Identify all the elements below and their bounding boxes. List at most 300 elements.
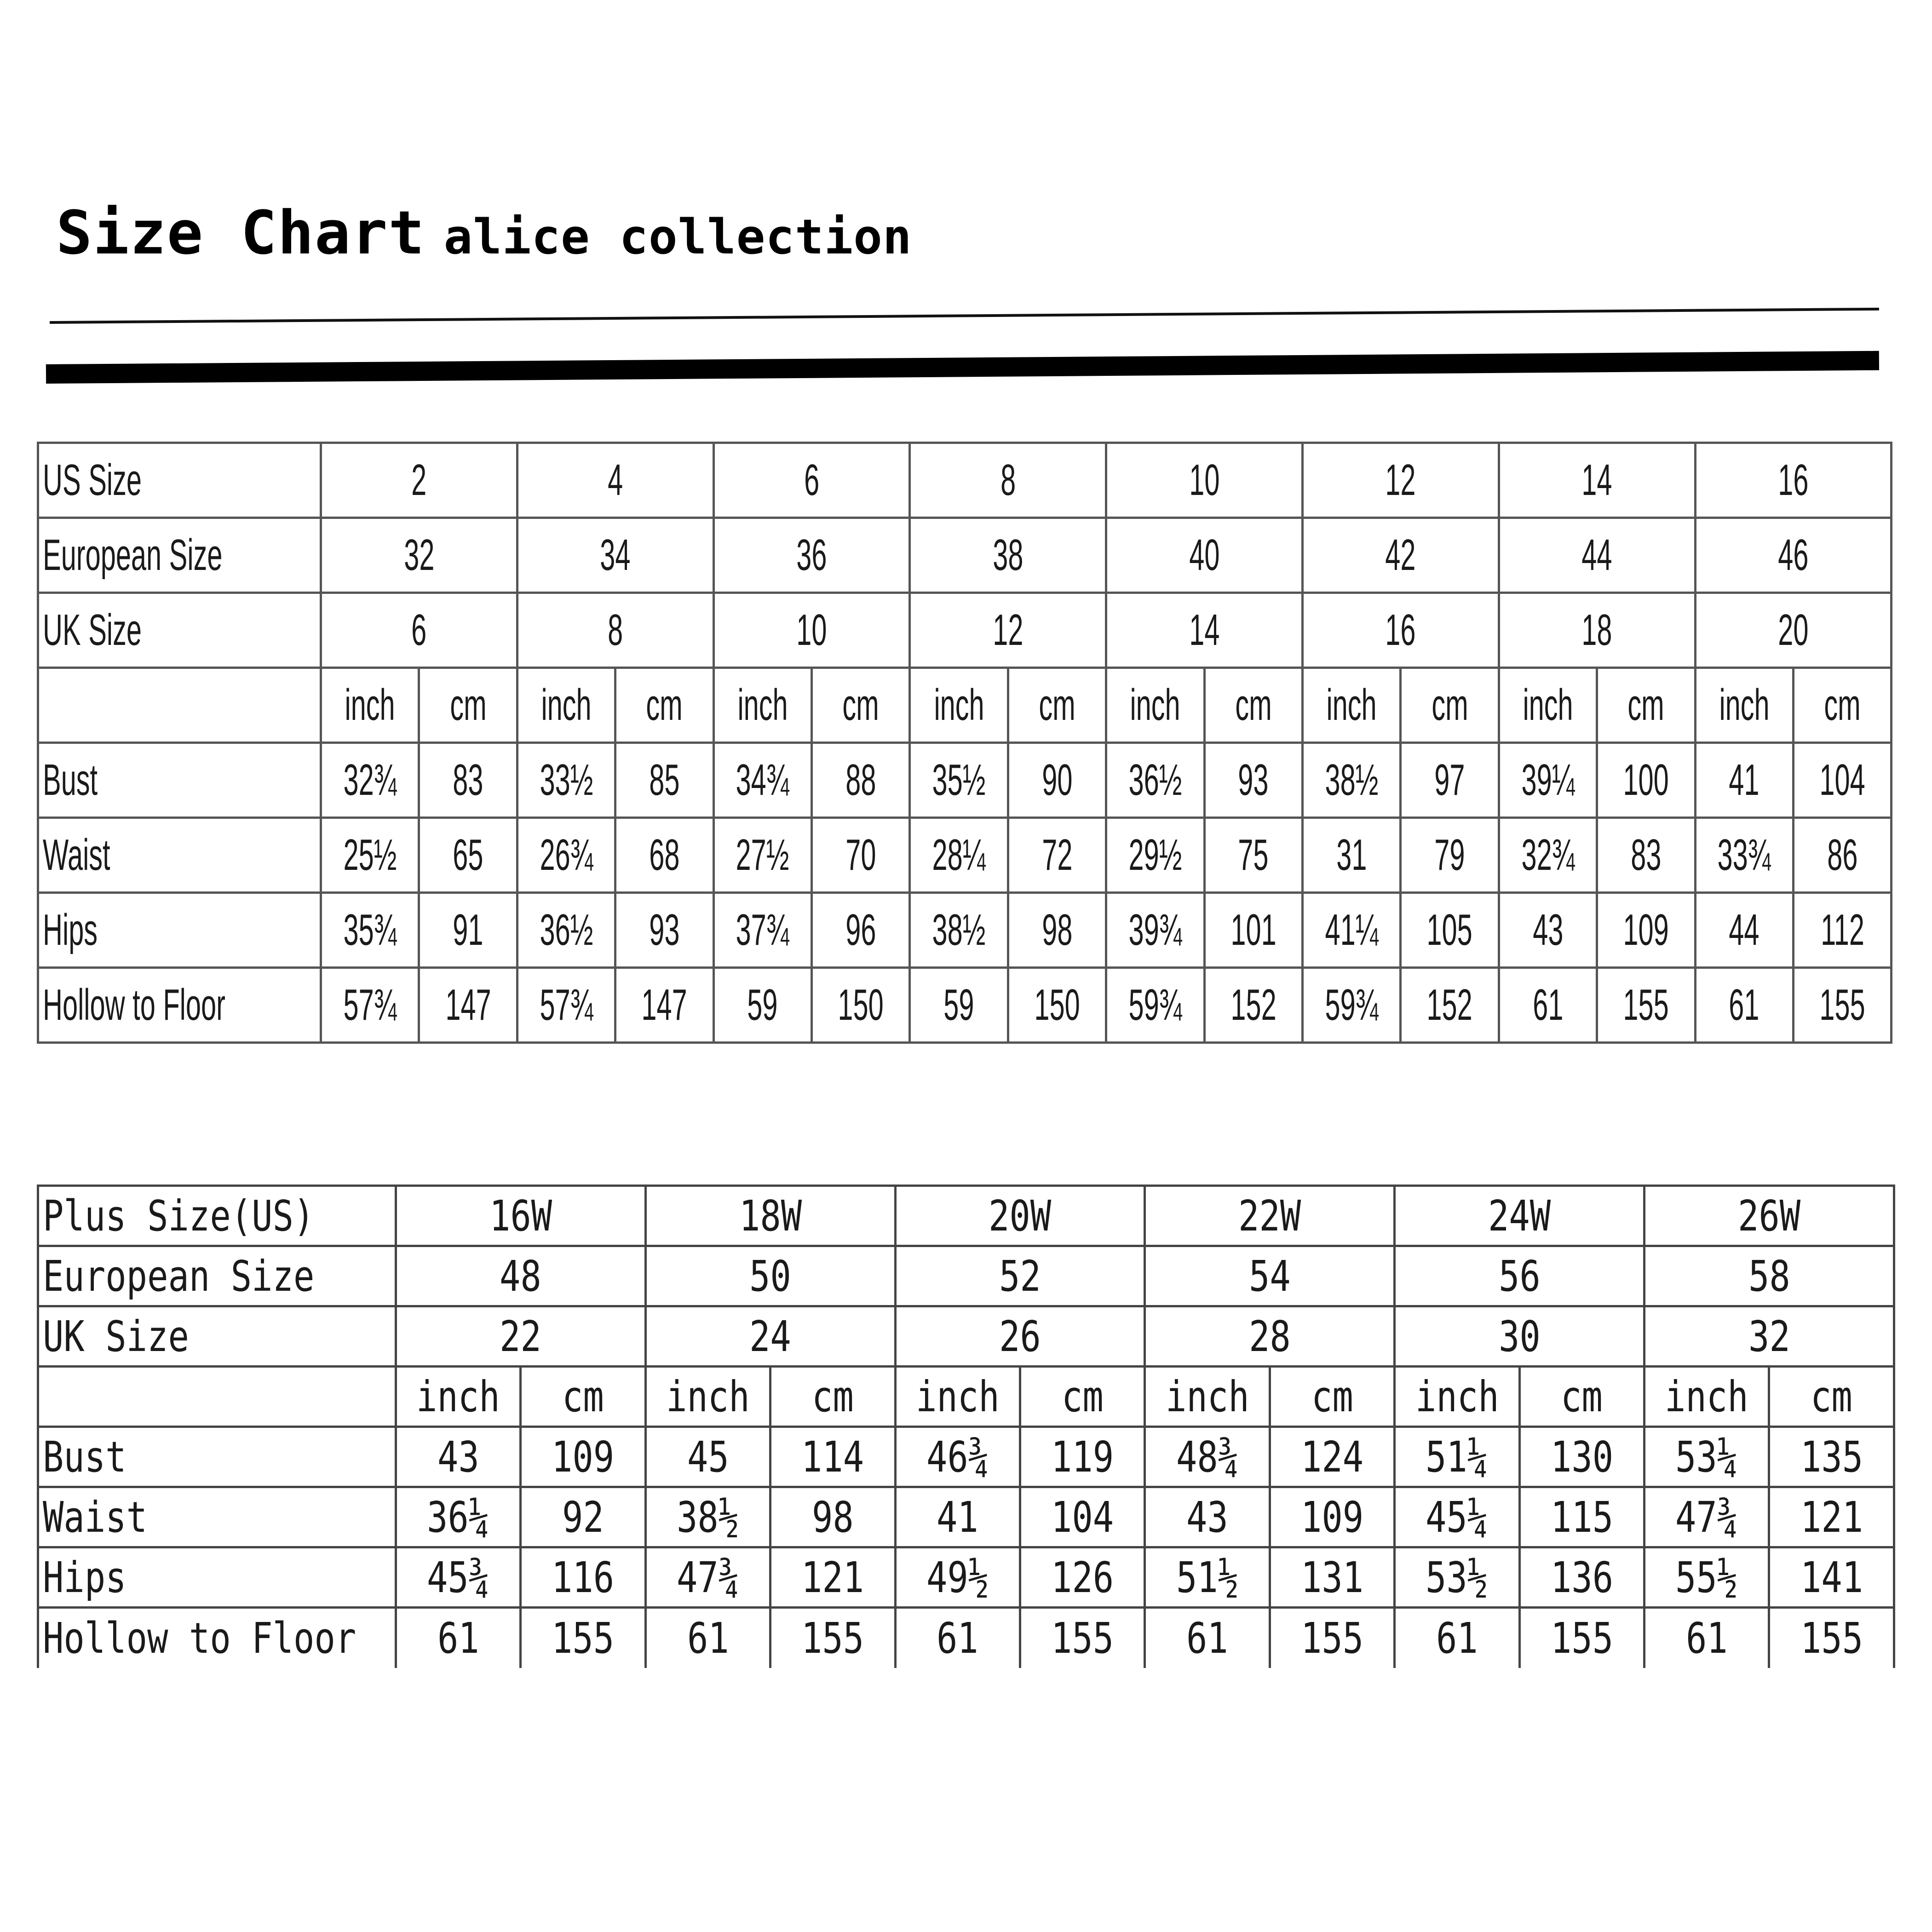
size-value-cell-text: 48 (500, 1251, 542, 1301)
measurement-cell (1145, 1608, 1270, 1668)
measurement-cell-text: 37¾ (736, 905, 789, 954)
measurement-row (38, 1487, 1894, 1547)
size-value-cell (517, 443, 713, 518)
measurement-cell-text: 31 (1336, 830, 1367, 880)
measurement-cell-text: 75 (1238, 830, 1269, 880)
measurement-cell (1008, 743, 1106, 818)
measurement-cell-text: 90 (1041, 755, 1073, 805)
measurement-row (38, 1608, 1894, 1668)
unit-cell-text: cm (1627, 680, 1664, 730)
size-value-cell-text: 20 (1778, 605, 1809, 655)
measurement-cell (1204, 743, 1302, 818)
unit-cell-text: inch (1130, 680, 1180, 730)
measurement-cell-text: 29½ (1128, 830, 1182, 880)
measurement-cell (811, 893, 909, 968)
measurement-cell (770, 1547, 895, 1608)
size-value-cell (1499, 443, 1695, 518)
measurement-cell (1395, 1487, 1519, 1547)
measurement-cell-text: 61 (1685, 1613, 1728, 1663)
measurement-cell (1106, 743, 1204, 818)
size-value-cell-text: 8 (608, 605, 623, 655)
measurement-cell (615, 743, 713, 818)
unit-cell (1769, 1367, 1894, 1427)
size-value-cell (1302, 518, 1499, 593)
measurement-cell-text: 155 (1819, 980, 1865, 1029)
measurement-cell-text: 26¾ (540, 830, 593, 880)
size-value-cell (1644, 1186, 1894, 1246)
measurement-cell-text: 131 (1300, 1552, 1364, 1602)
size-value-cell-text: 16 (1778, 455, 1809, 505)
row-label (38, 1186, 396, 1246)
measurement-cell-text: 36½ (540, 905, 593, 954)
standard-size-table (37, 442, 1892, 1044)
measurement-cell (1769, 1487, 1894, 1547)
measurement-cell (521, 1427, 645, 1487)
size-value-cell-text: 26W (1737, 1191, 1801, 1241)
measurement-cell-text: 57¾ (540, 980, 593, 1029)
measurement-cell (1401, 893, 1499, 968)
size-value-cell-text: 38 (993, 530, 1024, 580)
unit-cell (615, 668, 713, 743)
measurement-cell (1401, 818, 1499, 893)
measurement-cell (895, 1427, 1020, 1487)
measurement-cell (1270, 1487, 1394, 1547)
unit-cell (1302, 668, 1400, 743)
measurement-cell-text: 100 (1623, 755, 1669, 805)
size-value-cell (713, 518, 910, 593)
measurement-cell (1769, 1547, 1894, 1608)
measurement-cell-text: 61 (1729, 980, 1760, 1029)
measurement-cell (1204, 893, 1302, 968)
size-value-cell-text: 36 (796, 530, 827, 580)
size-value-cell-text: 40 (1189, 530, 1220, 580)
measurement-cell (770, 1608, 895, 1668)
measurement-cell-text: 41 (937, 1492, 979, 1542)
row-label (38, 1367, 396, 1427)
size-value-cell-text: 12 (1385, 455, 1416, 505)
unit-cell-text: inch (1523, 680, 1573, 730)
row-label-text: European Size (43, 1251, 315, 1301)
measurement-cell (1644, 1547, 1769, 1608)
measurement-cell (713, 968, 811, 1043)
unit-cell-text: inch (541, 680, 592, 730)
measurement-cell-text: 104 (1819, 755, 1865, 805)
plus-size-table (37, 1184, 1895, 1668)
size-value-cell (895, 1186, 1145, 1246)
row-label-text: Hips (43, 1552, 126, 1602)
measurement-cell (521, 1547, 645, 1608)
measurement-row (38, 1547, 1894, 1608)
unit-cell-text: cm (1039, 680, 1075, 730)
size-value-cell (396, 1246, 645, 1306)
measurement-cell-text: 51½ (1176, 1552, 1239, 1602)
measurement-cell (396, 1487, 520, 1547)
measurement-cell (910, 968, 1008, 1043)
measurement-cell-text: 105 (1426, 905, 1473, 954)
size-value-cell (1395, 1186, 1644, 1246)
unit-cell (1204, 668, 1302, 743)
measurement-cell-text: 39¼ (1521, 755, 1575, 805)
measurement-cell (910, 893, 1008, 968)
measurement-cell (419, 743, 517, 818)
measurement-cell (895, 1608, 1020, 1668)
row-label (38, 593, 321, 668)
size-value-cell-text: 8 (1000, 455, 1016, 505)
measurement-cell-text: 101 (1230, 905, 1276, 954)
size-value-cell-text: 6 (804, 455, 820, 505)
measurement-cell (811, 743, 909, 818)
measurement-cell (1145, 1547, 1270, 1608)
size-header-row (38, 518, 1892, 593)
measurement-cell (521, 1487, 645, 1547)
measurement-cell (1020, 1547, 1144, 1608)
measurement-cell-text: 32¾ (343, 755, 397, 805)
measurement-cell (321, 893, 419, 968)
row-label (38, 893, 321, 968)
size-value-cell-text: 56 (1498, 1251, 1541, 1301)
unit-cell (770, 1367, 895, 1427)
measurement-cell (1106, 968, 1204, 1043)
size-value-cell (1145, 1246, 1395, 1306)
unit-cell-text: inch (1165, 1372, 1249, 1421)
size-value-cell (1695, 593, 1892, 668)
size-value-cell-text: 14 (1189, 605, 1220, 655)
row-label (38, 443, 321, 518)
unit-cell-text: cm (1061, 1372, 1104, 1421)
measurement-cell (1793, 893, 1891, 968)
measurement-cell-text: 59 (943, 980, 974, 1029)
measurement-cell-text: 38½ (1325, 755, 1379, 805)
unit-cell (521, 1367, 645, 1427)
size-value-cell (1145, 1306, 1395, 1367)
measurement-cell (1519, 1608, 1644, 1668)
unit-cell-text: cm (1811, 1372, 1853, 1421)
size-value-cell (713, 593, 910, 668)
size-value-cell-text: 14 (1581, 455, 1612, 505)
measurement-cell (1793, 818, 1891, 893)
measurement-cell (713, 893, 811, 968)
measurement-cell (1302, 893, 1400, 968)
size-value-cell-text: 42 (1385, 530, 1416, 580)
measurement-cell-text: 141 (1800, 1552, 1863, 1602)
measurement-cell (1270, 1608, 1394, 1668)
measurement-cell-text: 121 (1800, 1492, 1863, 1542)
measurement-cell-text: 135 (1800, 1432, 1863, 1482)
measurement-cell-text: 119 (1051, 1432, 1114, 1482)
measurement-cell-text: 39¾ (1128, 905, 1182, 954)
measurement-cell (1302, 743, 1400, 818)
size-header-row (38, 1246, 1894, 1306)
measurement-cell (895, 1547, 1020, 1608)
measurement-cell (1401, 743, 1499, 818)
measurement-cell-text: 155 (1550, 1613, 1613, 1663)
unit-cell (419, 668, 517, 743)
size-value-cell-text: 32 (1748, 1311, 1790, 1361)
unit-cell-text: cm (1235, 680, 1272, 730)
measurement-cell (645, 1608, 770, 1668)
unit-cell (321, 668, 419, 743)
measurement-cell (1644, 1427, 1769, 1487)
unit-row (38, 1367, 1894, 1427)
unit-cell-text: cm (1431, 680, 1468, 730)
measurement-cell-text: 124 (1300, 1432, 1364, 1482)
size-value-cell (321, 518, 518, 593)
measurement-cell-text: 109 (1300, 1492, 1364, 1542)
measurement-cell (1597, 893, 1695, 968)
measurement-cell-text: 109 (552, 1432, 615, 1482)
size-value-cell (910, 518, 1106, 593)
measurement-cell-text: 51¼ (1426, 1432, 1489, 1482)
unit-cell (645, 1367, 770, 1427)
measurement-cell-text: 45 (687, 1432, 729, 1482)
size-value-cell (1106, 593, 1303, 668)
unit-cell-text: inch (915, 1372, 1000, 1421)
size-value-cell-text: 18W (739, 1191, 802, 1241)
measurement-cell (811, 968, 909, 1043)
measurement-cell-text: 41¼ (1325, 905, 1379, 954)
measurement-cell-text: 57¾ (343, 980, 397, 1029)
measurement-cell-text: 86 (1827, 830, 1858, 880)
row-label (38, 1487, 396, 1547)
measurement-cell (1597, 743, 1695, 818)
measurement-cell-text: 55½ (1675, 1552, 1738, 1602)
measurement-cell (811, 818, 909, 893)
size-value-cell (1695, 443, 1892, 518)
unit-cell (1597, 668, 1695, 743)
unit-cell-text: inch (1719, 680, 1770, 730)
size-header-row (38, 1306, 1894, 1367)
unit-cell-text: cm (811, 1372, 854, 1421)
unit-cell (1145, 1367, 1270, 1427)
measurement-cell-text: 59 (747, 980, 778, 1029)
measurement-cell (1204, 818, 1302, 893)
row-label (38, 1427, 396, 1487)
unit-cell-text: cm (842, 680, 879, 730)
measurement-cell (1519, 1547, 1644, 1608)
row-label-text: Bust (43, 1432, 126, 1482)
measurement-cell (1395, 1547, 1519, 1608)
measurement-cell (1008, 818, 1106, 893)
measurement-cell-text: 41 (1729, 755, 1760, 805)
size-value-cell (1106, 443, 1303, 518)
measurement-cell-text: 147 (445, 980, 491, 1029)
unit-cell-text: cm (449, 680, 487, 730)
row-label-text: Hollow to Floor (43, 1613, 356, 1663)
measurement-cell (1395, 1427, 1519, 1487)
measurement-cell-text: 68 (649, 830, 680, 880)
measurement-cell-text: 155 (552, 1613, 615, 1663)
size-value-cell (895, 1246, 1145, 1306)
measurement-cell-text: 61 (937, 1613, 979, 1663)
measurement-cell (1499, 968, 1597, 1043)
row-label-text: US Size (43, 455, 142, 505)
measurement-cell (517, 743, 615, 818)
measurement-cell (1769, 1427, 1894, 1487)
measurement-cell (1769, 1608, 1894, 1668)
measurement-cell (1519, 1427, 1644, 1487)
row-label (38, 968, 321, 1043)
size-value-cell-text: 50 (749, 1251, 792, 1301)
measurement-cell (517, 818, 615, 893)
measurement-cell (521, 1608, 645, 1668)
row-label-text: Waist (43, 1492, 148, 1542)
measurement-cell (1395, 1608, 1519, 1668)
measurement-cell (910, 743, 1008, 818)
measurement-cell (1008, 893, 1106, 968)
measurement-cell (1695, 968, 1793, 1043)
size-value-cell-text: 28 (1248, 1311, 1291, 1361)
size-value-cell-text: 24W (1488, 1191, 1551, 1241)
measurement-cell-text: 152 (1426, 980, 1473, 1029)
measurement-cell-text: 91 (453, 905, 483, 954)
measurement-cell-text: 93 (1238, 755, 1269, 805)
measurement-cell-text: 121 (801, 1552, 864, 1602)
unit-cell-text: cm (562, 1372, 604, 1421)
measurement-cell-text: 32¾ (1521, 830, 1575, 880)
measurement-cell (517, 968, 615, 1043)
size-value-cell (1395, 1246, 1644, 1306)
row-label-text: Hips (43, 905, 98, 954)
measurement-cell (770, 1427, 895, 1487)
measurement-cell-text: 136 (1550, 1552, 1613, 1602)
measurement-row (38, 1427, 1894, 1487)
measurement-cell (1145, 1487, 1270, 1547)
measurement-cell-text: 155 (1300, 1613, 1364, 1663)
size-value-cell (1499, 518, 1695, 593)
measurement-cell-text: 83 (1631, 830, 1662, 880)
row-label-text: Hollow to Floor (43, 980, 225, 1029)
size-value-cell-text: 44 (1581, 530, 1612, 580)
unit-cell-text: inch (1415, 1372, 1499, 1421)
size-header-row (38, 1186, 1894, 1246)
measurement-cell (1204, 968, 1302, 1043)
measurement-cell-text: 70 (845, 830, 876, 880)
measurement-cell-text: 98 (811, 1492, 854, 1542)
unit-cell (1401, 668, 1499, 743)
measurement-cell (1145, 1427, 1270, 1487)
measurement-cell-text: 109 (1623, 905, 1669, 954)
unit-cell (1106, 668, 1204, 743)
unit-cell-text: inch (345, 680, 395, 730)
measurement-cell-text: 53¼ (1675, 1432, 1738, 1482)
measurement-cell (419, 893, 517, 968)
size-value-cell (1106, 518, 1303, 593)
measurement-cell-text: 36¼ (426, 1492, 490, 1542)
unit-cell (1395, 1367, 1519, 1427)
row-label-text: Plus Size(US) (43, 1191, 315, 1241)
measurement-cell-text: 150 (838, 980, 884, 1029)
measurement-cell (517, 893, 615, 968)
measurement-cell (1401, 968, 1499, 1043)
measurement-cell-text: 34¾ (736, 755, 789, 805)
row-label-text: Waist (43, 830, 110, 880)
unit-cell (1644, 1367, 1769, 1427)
measurement-cell (1499, 893, 1597, 968)
unit-cell (1008, 668, 1106, 743)
measurement-cell-text: 45¼ (1426, 1492, 1489, 1542)
measurement-cell-text: 79 (1434, 830, 1465, 880)
title-main: Size Chart (56, 198, 426, 268)
size-value-cell (645, 1306, 895, 1367)
size-value-cell-text: 32 (403, 530, 434, 580)
measurement-cell (1793, 743, 1891, 818)
measurement-cell-text: 155 (801, 1613, 864, 1663)
measurement-cell (1499, 818, 1597, 893)
row-label (38, 1547, 396, 1608)
measurement-cell-text: 85 (649, 755, 680, 805)
measurement-cell-text: 83 (453, 755, 483, 805)
measurement-cell-text: 115 (1550, 1492, 1613, 1542)
unit-cell (910, 668, 1008, 743)
measurement-row (38, 818, 1892, 893)
size-value-cell-text: 18 (1581, 605, 1612, 655)
measurement-cell-text: 43 (1186, 1492, 1229, 1542)
measurement-cell-text: 147 (641, 980, 688, 1029)
measurement-cell (321, 968, 419, 1043)
measurement-cell (1695, 743, 1793, 818)
measurement-cell (1695, 818, 1793, 893)
measurement-cell (1695, 893, 1793, 968)
measurement-cell (615, 968, 713, 1043)
size-value-cell (396, 1306, 645, 1367)
measurement-cell (645, 1487, 770, 1547)
measurement-cell (1106, 893, 1204, 968)
size-value-cell (517, 593, 713, 668)
measurement-cell-text: 98 (1041, 905, 1073, 954)
measurement-cell (321, 818, 419, 893)
unit-cell-text: inch (1665, 1372, 1749, 1421)
measurement-cell-text: 47¾ (676, 1552, 740, 1602)
measurement-cell (615, 893, 713, 968)
measurement-cell-text: 130 (1550, 1432, 1613, 1482)
unit-cell (1270, 1367, 1394, 1427)
measurement-cell (1499, 743, 1597, 818)
measurement-cell-text: 35¾ (343, 905, 397, 954)
measurement-cell-text: 49½ (926, 1552, 989, 1602)
measurement-cell-text: 25½ (343, 830, 397, 880)
measurement-cell-text: 38½ (932, 905, 986, 954)
measurement-cell (1644, 1608, 1769, 1668)
measurement-cell-text: 155 (1623, 980, 1669, 1029)
measurement-cell-text: 61 (687, 1613, 729, 1663)
size-value-cell (713, 443, 910, 518)
size-value-cell-text: 46 (1778, 530, 1809, 580)
size-value-cell (1395, 1306, 1644, 1367)
measurement-cell-text: 104 (1051, 1492, 1114, 1542)
size-value-cell (1644, 1306, 1894, 1367)
measurement-cell-text: 155 (1051, 1613, 1114, 1663)
measurement-cell-text: 61 (1436, 1613, 1478, 1663)
size-value-cell-text: 22 (500, 1311, 542, 1361)
size-value-cell-text: 52 (999, 1251, 1041, 1301)
size-value-cell-text: 4 (608, 455, 623, 505)
row-label (38, 1246, 396, 1306)
size-value-cell-text: 22W (1238, 1191, 1301, 1241)
size-value-cell-text: 6 (411, 605, 427, 655)
title-rule-thick (46, 351, 1879, 384)
measurement-cell-text: 47¾ (1675, 1492, 1738, 1542)
measurement-cell-text: 88 (845, 755, 876, 805)
size-value-cell (1499, 593, 1695, 668)
size-value-cell (517, 518, 713, 593)
measurement-cell-text: 45¾ (426, 1552, 490, 1602)
measurement-cell (615, 818, 713, 893)
unit-cell-text: inch (416, 1372, 500, 1421)
measurement-cell-text: 116 (552, 1552, 615, 1602)
measurement-cell (396, 1427, 520, 1487)
size-value-cell-text: 16 (1385, 605, 1416, 655)
measurement-cell (1270, 1427, 1394, 1487)
